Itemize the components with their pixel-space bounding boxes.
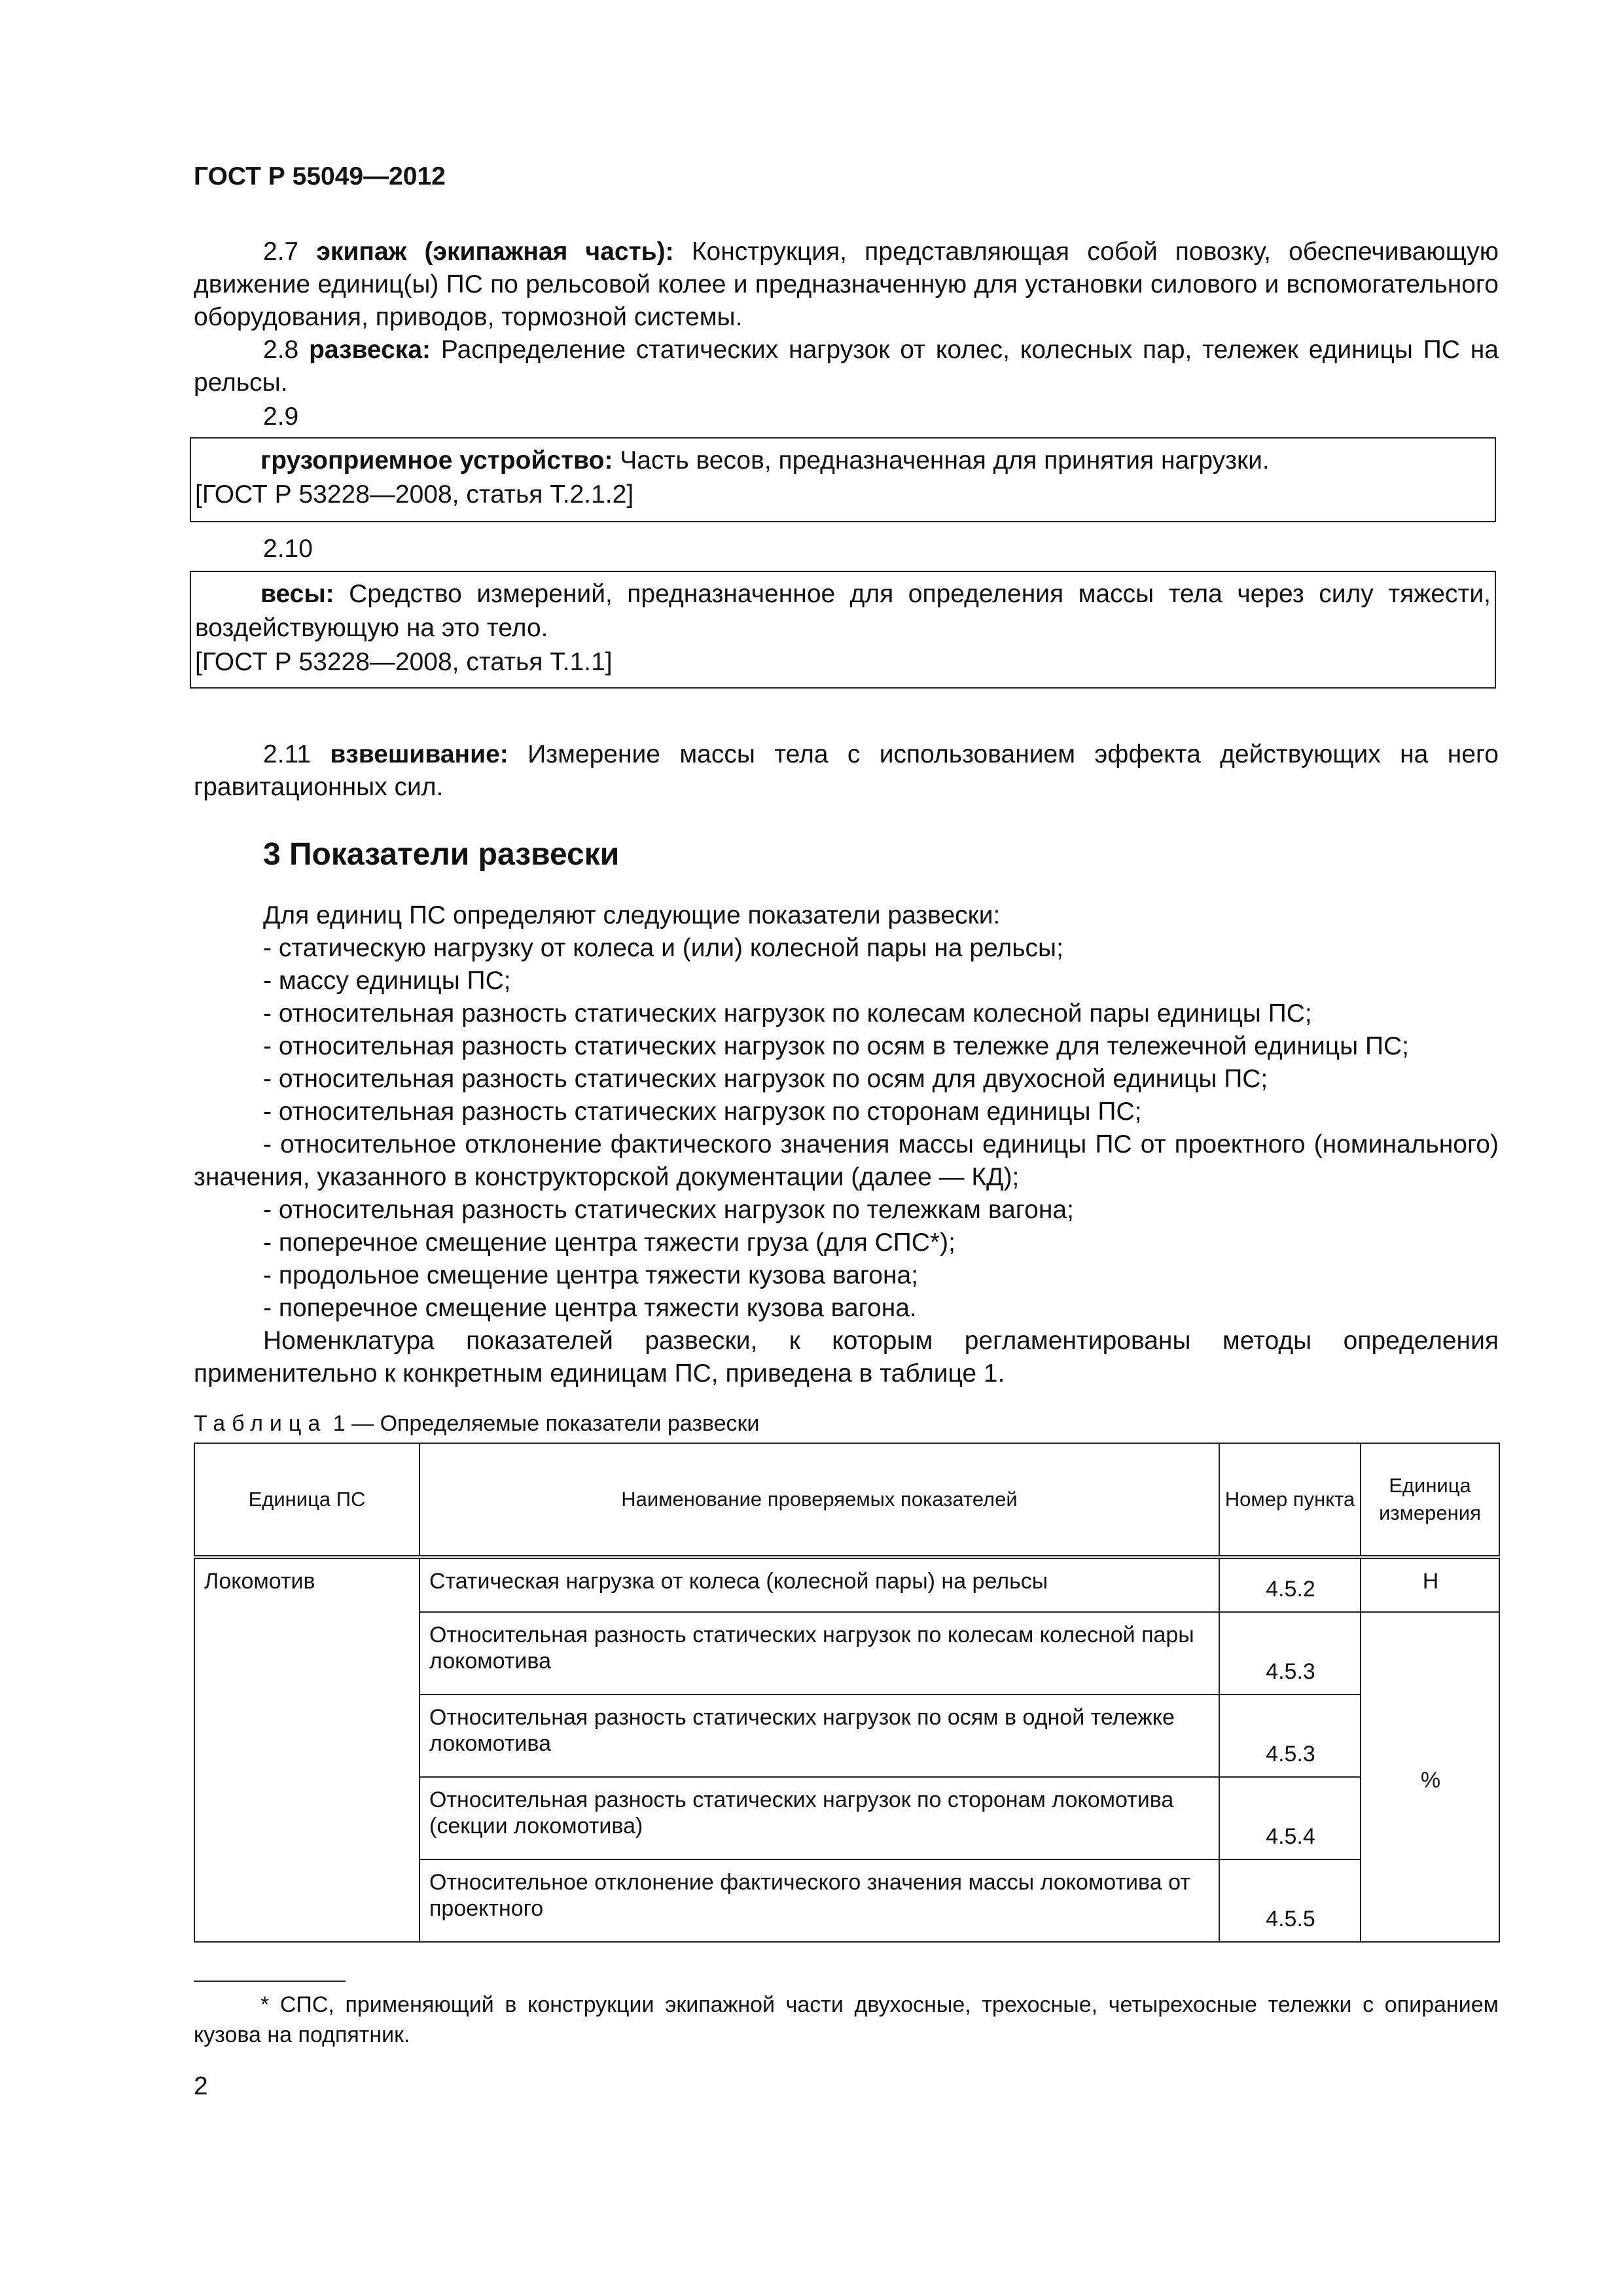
list-item: - поперечное смещение центра тяжести кузова вагона.: [263, 1294, 917, 1322]
clause-number: 4.5.4: [1219, 1777, 1361, 1859]
indicator-name: Относительная разность статических нагрузок по осям в одной тележке локомотива: [419, 1695, 1219, 1777]
list-item: - продольное смещение центра тяжести кузова вагона;: [263, 1261, 919, 1289]
indicator-name: Относительная разность статических нагрузок по сторонам локомотива (секции локомотива): [419, 1777, 1219, 1859]
definition-term: грузоприемное устройство:: [260, 446, 613, 475]
definition-2-7: [194, 236, 1499, 334]
column-header: Наименование проверяемых показателей: [419, 1443, 1219, 1557]
indicators-table: [194, 1443, 1500, 1943]
indicator-name: Относительное отклонение фактического значения массы локомотива от проектного: [419, 1859, 1219, 1942]
definition-2-8: [194, 334, 1499, 399]
definition-reference: [ГОСТ Р 53228—2008, статья Т.1.1]: [195, 648, 613, 676]
definition-text: Конструкция, представляющая собой повозку, обеспечивающую движение единиц(ы) ПС по рельсовой колее и предназначенную для установки силового и вспомогательного оборудования, приводов, тормозной системы.: [194, 238, 1499, 331]
definition-2-9-number: 2.9: [263, 403, 299, 431]
indicator-name: Статическая нагрузка от колеса (колесной пары) на рельсы: [419, 1557, 1219, 1612]
definition-text: Распределение статических нагрузок от колес, колесных пар, тележек единицы ПС на рельсы.: [194, 336, 1499, 397]
footnote-separator: [194, 1981, 346, 1982]
column-header: Единица ПС: [194, 1443, 419, 1557]
list-item: - относительная разность статических нагрузок по тележкам вагона;: [263, 1196, 1074, 1224]
caption-word: Таблица: [194, 1411, 327, 1436]
list-item: - относительная разность статических нагрузок по осям в тележке для тележечной единицы ПС;: [263, 1032, 1409, 1060]
list-item: - статическую нагрузку от колеса и (или) колесной пары на рельсы;: [263, 934, 1063, 962]
clause-number: 4.5.3: [1219, 1695, 1361, 1777]
indicator-name: Относительная разность статических нагрузок по колесам колесной пары локомотива: [419, 1612, 1219, 1695]
definition-term: взвешивание:: [330, 740, 508, 768]
definition-number: 2.7: [263, 238, 299, 266]
document-code: ГОСТ Р 55049—2012: [194, 162, 446, 190]
measurement-unit: Н: [1361, 1557, 1499, 1612]
list-item: - поперечное смещение центра тяжести груза (для СПС*);: [263, 1229, 955, 1257]
definition-2-10-box: [190, 571, 1496, 689]
clause-number: 4.5.3: [1219, 1612, 1361, 1695]
list-item: - относительная разность статических нагрузок по сторонам единицы ПС;: [263, 1098, 1142, 1126]
table-header-row: [194, 1443, 1499, 1557]
definition-reference: [ГОСТ Р 53228—2008, статья Т.2.1.2]: [195, 480, 634, 509]
definition-2-11: [194, 738, 1499, 804]
measurement-unit: %: [1361, 1612, 1499, 1942]
definition-text: Измерение массы тела с использованием эффекта действующих на него гравитационных сил.: [194, 740, 1499, 801]
definition-term: развеска:: [309, 336, 431, 364]
list-item: - относительное отклонение фактического значения массы единицы ПС от проектного (номинального) значения, указанного в конструкторской документации (далее — КД);: [194, 1130, 1499, 1191]
list-item: - относительная разность статических нагрузок по колесам колесной пары единицы ПС;: [263, 999, 1312, 1028]
page-number: 2: [194, 2072, 208, 2100]
section-heading: 3 Показатели развески: [263, 837, 620, 872]
list-item: - относительная разность статических нагрузок по осям для двухосной единицы ПС;: [263, 1065, 1268, 1093]
definition-number: 2.11: [263, 740, 312, 768]
definition-number: 2.8: [263, 336, 299, 364]
unit-cell: Локомотив: [194, 1557, 419, 1942]
definition-2-10-number: 2.10: [263, 535, 313, 563]
definition-term: весы:: [260, 580, 334, 608]
list-item: - массу единицы ПС;: [263, 967, 511, 995]
clause-number: 4.5.5: [1219, 1859, 1361, 1942]
definition-text: Часть весов, предназначенная для принятия нагрузки.: [620, 446, 1270, 475]
column-header: Номер пункта: [1219, 1443, 1361, 1557]
footnote: * СПС, применяющий в конструкции экипажной части двухосные, трехосные, четырехосные тележки с опиранием кузова на подпятник.: [194, 1992, 1499, 2047]
column-header: Единица измерения: [1361, 1443, 1499, 1557]
definition-term: экипаж (экипажная часть):: [316, 238, 674, 266]
section-closing: Номенклатура показателей развески, к которым регламентированы методы определения применительно к конкретным единицам ПС, приведена в таблице 1.: [194, 1327, 1499, 1388]
table-row: [194, 1557, 1499, 1612]
section-intro: Для единиц ПС определяют следующие показатели развески:: [263, 901, 1001, 929]
definition-text: Средство измерений, предназначенное для определения массы тела через силу тяжести, воздействующую на это тело.: [195, 580, 1491, 642]
clause-number: 4.5.2: [1219, 1557, 1361, 1612]
definition-2-9-box: [190, 437, 1496, 522]
table-caption: [194, 1411, 759, 1437]
caption-text: 1 — Определяемые показатели развески: [332, 1411, 760, 1436]
